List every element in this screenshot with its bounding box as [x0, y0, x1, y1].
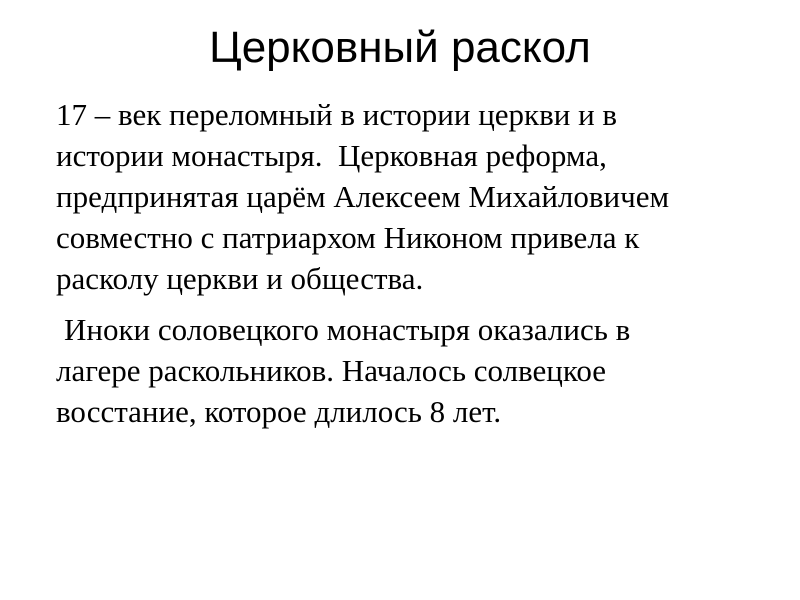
paragraph-1-line-5: расколу церкви и общества. — [56, 261, 424, 296]
paragraph-2-line-2: лагере раскольников. Началось солвецкое — [56, 353, 606, 388]
slide-body — [56, 94, 756, 432]
paragraph-2 — [56, 309, 756, 432]
paragraph-2-line-3: восстание, которое длилось 8 лет. — [56, 394, 502, 429]
paragraph-1-line-4: совместно с патриархом Никоном привела к — [56, 220, 640, 255]
paragraph-1-line-3: предпринятая царём Алексеем Михайловичем — [56, 179, 670, 214]
paragraph-2-line-1: Иноки соловецкого монастыря оказались в — [64, 312, 631, 347]
slide-title: Церковный раскол — [209, 23, 591, 72]
paragraph-1-line-1: 17 – век переломный в истории церкви и в — [56, 97, 618, 132]
paragraph-1-line-2: истории монастыря. Церковная реформа, — [56, 138, 607, 173]
paragraph-1 — [56, 94, 756, 299]
